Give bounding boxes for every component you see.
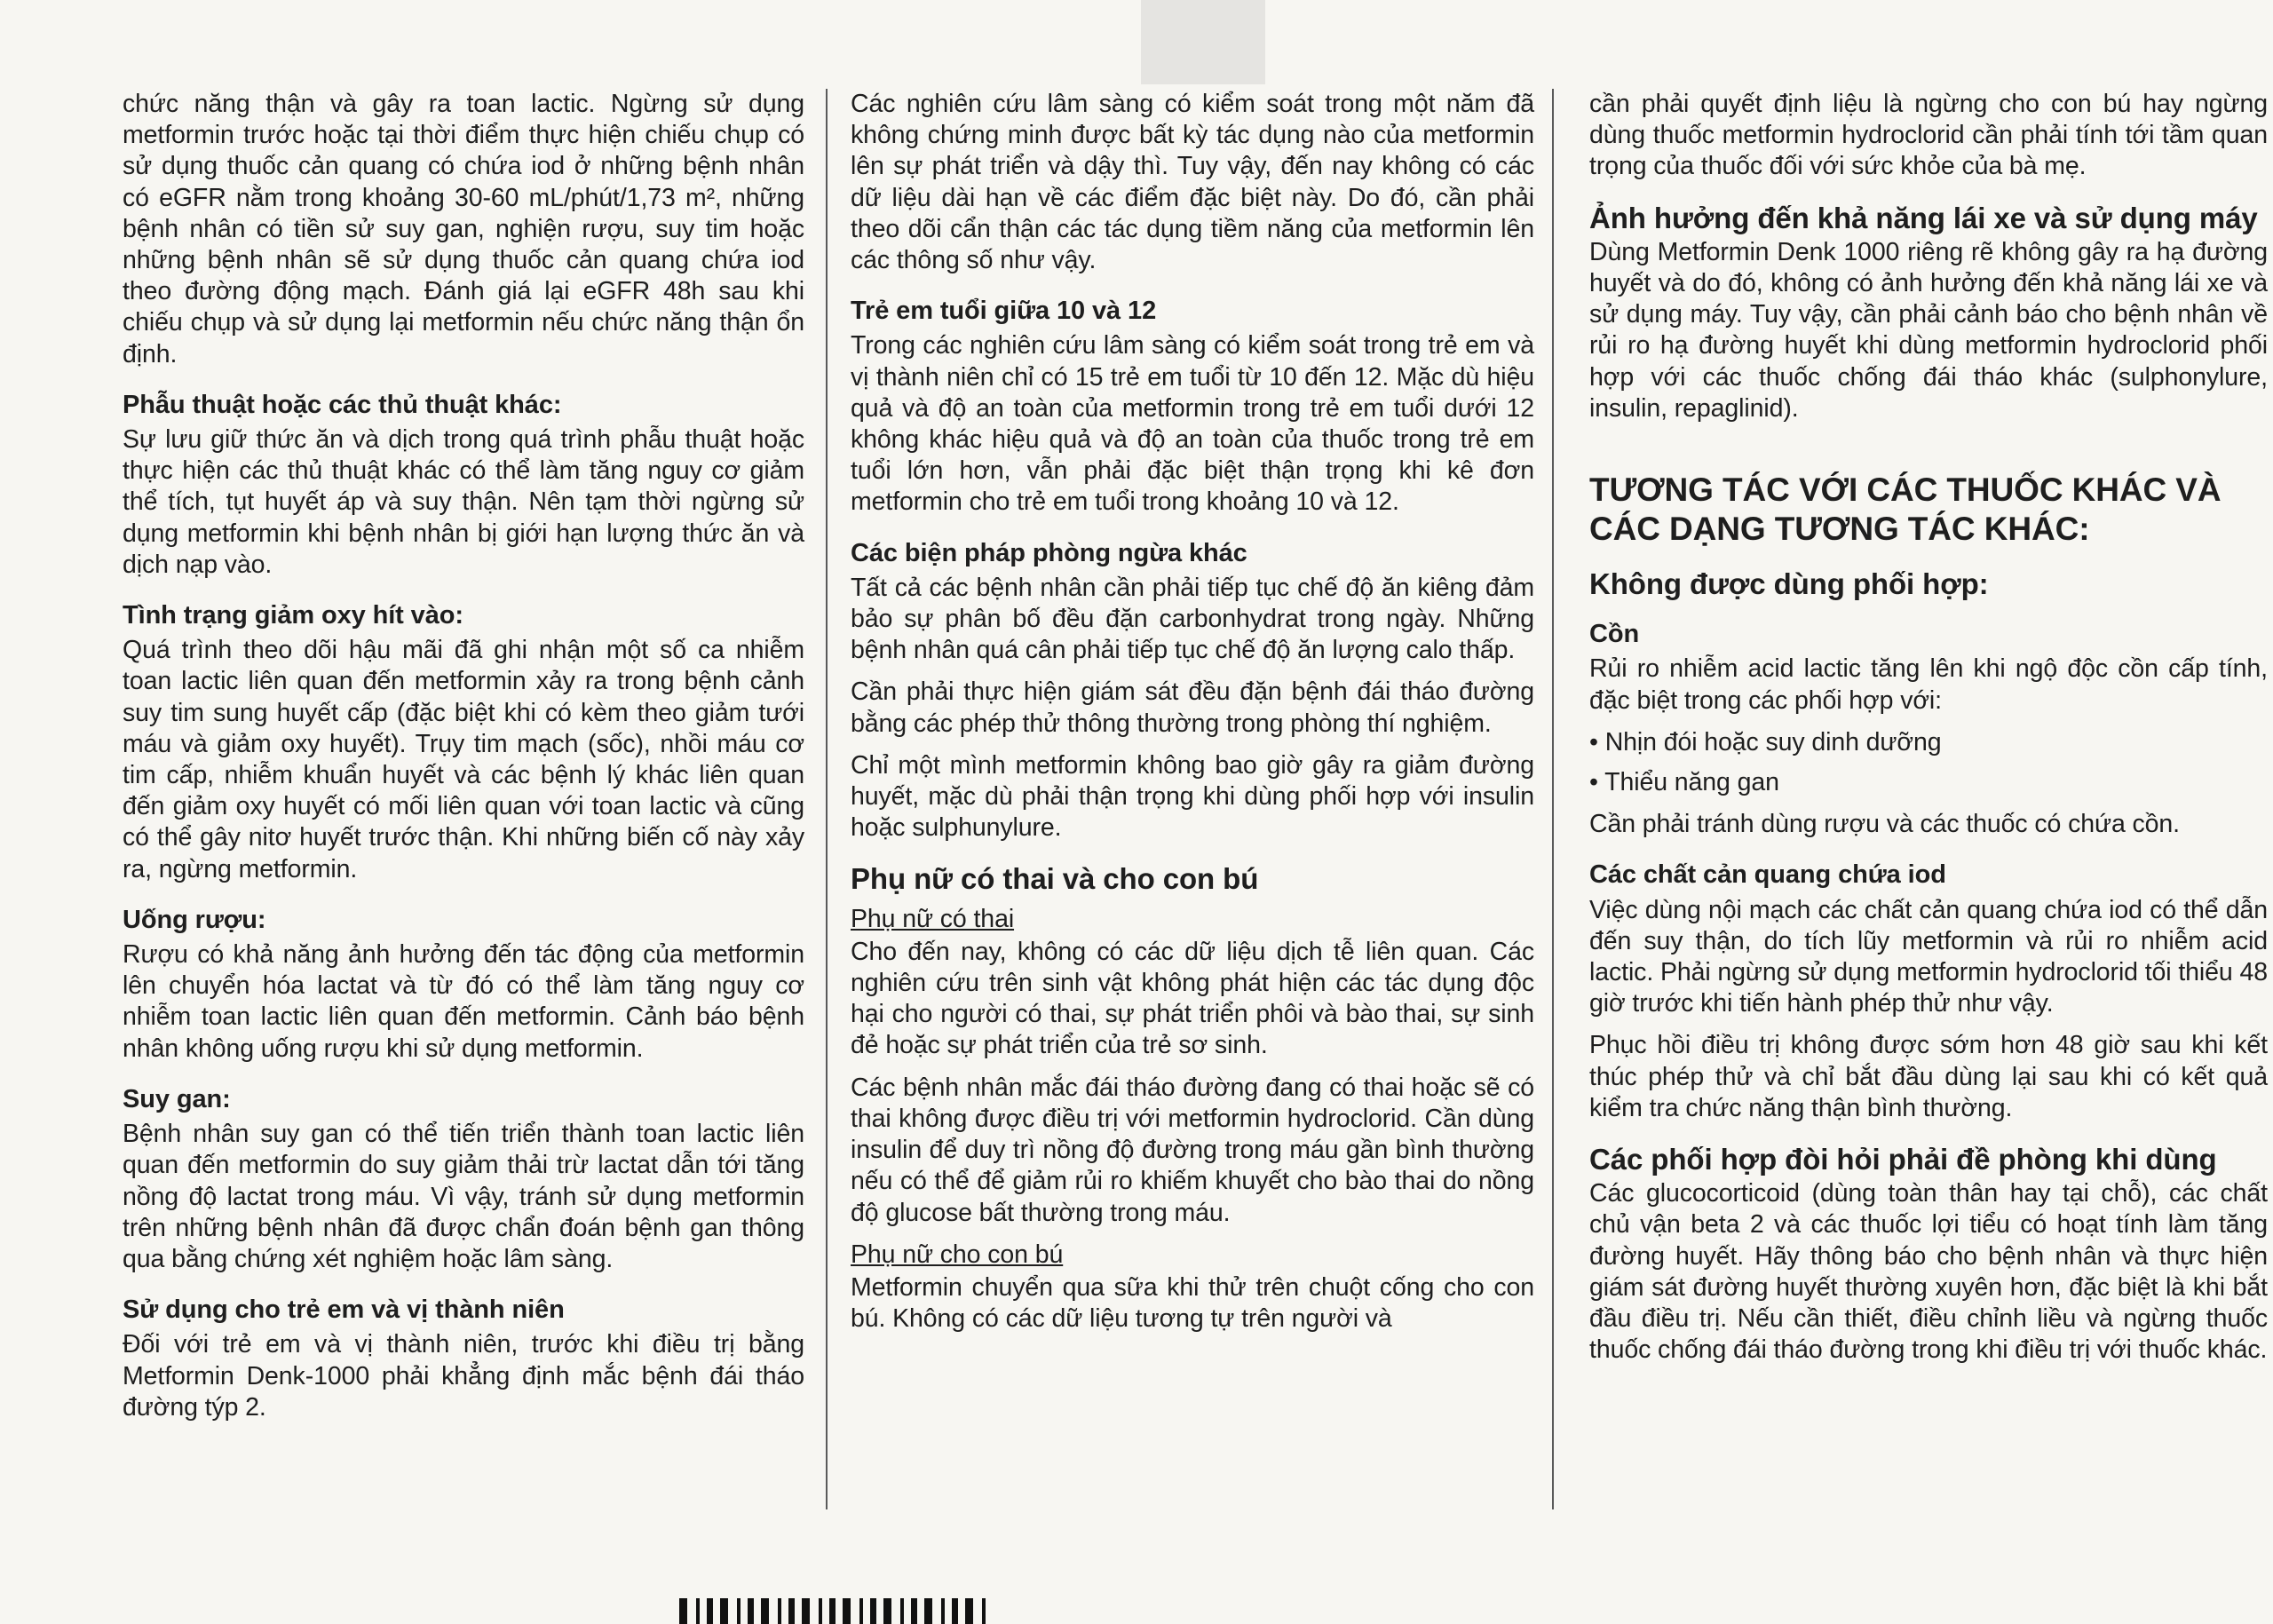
- heading-children: Sử dụng cho trẻ em và vị thành niên: [123, 1295, 565, 1325]
- column-right: [1589, 89, 2268, 1562]
- paragraph-children: Đối với trẻ em và vị thành niên, trước khi điều trị bằng Metformin Denk-1000 phải khẳng định mắc bệnh đái tháo đường týp 2.: [123, 1330, 804, 1422]
- list-item: • Nhịn đói hoặc suy dinh dưỡng: [1589, 727, 1942, 757]
- paragraph-hypoglycemia: Chỉ một mình metformin không bao giờ gây ra giảm đường huyết, mặc dù phải thận trọng khi dùng phối hợp với insulin hoặc sulphunylure.: [851, 750, 1534, 843]
- paragraph-contrast-intro: chức năng thận và gây ra toan lactic. Ngừng sử dụng metformin trước hoặc tại thời điểm thực hiện chiếu chụp có sử dụng thuốc cản quang có chứa iod ở những bệnh nhân có eGFR nằm trong khoảng 30-60 mL/phút/1,73 m², những bệnh nhân có tiền sử suy gan, nghiện rượu, suy tim hoặc những bệnh nhân sẽ sử dụng thuốc cản quang chứa iod theo đường động mạch. Đánh giá lại eGFR 48h sau khi chiếu chụp và sử dụng lại metformin nếu chức năng thận ổn định.: [123, 90, 804, 368]
- subheading-lactation: Phụ nữ cho con bú: [851, 1240, 1064, 1269]
- paragraph-diet: Tất cả các bệnh nhân cần phải tiếp tục chế độ ăn kiêng đảm bảo sự phân bố đều đặn carbonhydrat trong ngày. Những bệnh nhân quá cân phải tiếp tục chế độ ăn lượng calo thấp.: [851, 573, 1534, 665]
- list-item: • Thiểu năng gan: [1589, 768, 1779, 797]
- paragraph-growth-studies: Các nghiên cứu lâm sàng có kiểm soát trong một năm đã không chứng minh được bất kỳ tác dụng nào của metformin lên sự phát triển và dậy thì. Tuy vậy, đến nay không có các dữ liệu dài hạn về các điểm đặc biệt này. Do đó, cần phải theo dõi cẩn thận các tác dụng tiềm năng của metformin lên các thông số như vậy.: [851, 90, 1534, 275]
- paragraph-monitoring: Cần phải thực hiện giám sát đều đặn bệnh đái tháo đường bằng các phép thử thông thường trong phòng thí nghiệm.: [851, 677, 1534, 738]
- paragraph-age-10-12: Trong các nghiên cứu lâm sàng có kiểm soát trong trẻ em và vị thành niên chỉ có 15 trẻ em tuổi từ 10 đến 12. Mặc dù hiệu quả và độ an toàn của metformin trong trẻ em tuổi dưới 12 không khác hiệu quả và độ an toàn của thuốc trong trẻ em tuổi lớn hơn, vẫn phải đặc biệt thận trọng khi kê đơn metformin cho trẻ em tuổi trong khoảng 10 và 12.: [851, 331, 1534, 517]
- heading-other-precautions: Các biện pháp phòng ngừa khác: [851, 538, 1247, 567]
- paragraph-caution-combinations: Các glucocorticoid (dùng toàn thân hay tại chỗ), các chất chủ vận beta 2 và các thuốc lợi tiểu có hoạt tính làm tăng đường huyết. Hãy thông báo cho bệnh nhân và thực hiện giám sát đường huyết thường xuyên hơn, đặc biệt là khi bắt đầu điều trị. Nếu cần thiết, điều chỉnh liều và ngừng thuốc thuốc chống đái tháo đường trong khi điều trị với thuốc khác.: [1589, 1179, 2268, 1365]
- paragraph-contrast-resume: Phục hồi điều trị không được sớm hơn 48 giờ sau khi kết thúc phép thử và chỉ bắt đầu dùng lại sau khi có kết quả kiểm tra chức năng thận bình thường.: [1589, 1031, 2268, 1122]
- bullet-list: [1589, 727, 2268, 798]
- heading-surgery: Phẫu thuật hoặc các thủ thuật khác:: [123, 390, 562, 419]
- column-divider: [826, 89, 828, 1509]
- column-divider: [1552, 89, 1554, 1509]
- heading-ethanol: Cồn: [1589, 620, 1640, 649]
- paragraph-hypoxia: Quá trình theo dõi hậu mãi đã ghi nhận một số ca nhiễm toan lactic liên quan đến metformin xảy ra trong bệnh cảnh suy tim sung huyết cấp (đặc biệt khi có kèm theo giảm tưới máu và giảm oxy huyết). Trụy tim mạch (sốc), nhồi máu cơ tim cấp, nhiễm khuẩn huyết và các bệnh lý khác liên quan đến giảm oxy huyết có mối liên quan với toan lactic và cũng có thể gây nitơ huyết trước thận. Khi những biến cố này xảy ra, ngừng metformin.: [123, 636, 804, 883]
- column-left: [123, 89, 804, 1562]
- paragraph-ethanol: Rủi ro nhiễm acid lactic tăng lên khi ngộ độc cồn cấp tính, đặc biệt trong các phối hợp với:: [1589, 654, 2268, 715]
- barcode: [679, 1598, 986, 1624]
- heading-not-combined: Không được dùng phối hợp:: [1589, 567, 1989, 601]
- column-middle: [851, 89, 1534, 1562]
- heading-alcohol: Uống rượu:: [123, 905, 266, 934]
- heading-pregnancy-lactation: Phụ nữ có thai và cho con bú: [851, 862, 1259, 896]
- heading-driving: Ảnh hưởng đến khả năng lái xe và sử dụng máy: [1589, 201, 2258, 234]
- paragraph-pregnancy-insulin: Các bệnh nhân mắc đái tháo đường đang có thai hoặc sẽ có thai không được điều trị với metformin hydroclorid. Cần dùng insulin để duy trì nồng độ đường trong máu gần bình thường nếu có thể để giảm rủi ro khiếm khuyết cho bào thai do nồng độ glucose bất thường trong máu.: [851, 1073, 1534, 1227]
- heading-hypoxia: Tình trạng giảm oxy hít vào:: [123, 601, 463, 630]
- subheading-pregnancy: Phụ nữ có thai: [851, 904, 1015, 933]
- section-title-interactions: TƯƠNG TÁC VỚI CÁC THUỐC KHÁC VÀ CÁC DẠNG TƯƠNG TÁC KHÁC:: [1589, 471, 2222, 548]
- heading-liver: Suy gan:: [123, 1084, 231, 1113]
- paragraph-lactation-decision: cần phải quyết định liệu là ngừng cho con bú hay ngừng dùng thuốc metformin hydroclorid cần phải tính tới tầm quan trọng của thuốc đối với sức khỏe của bà mẹ.: [1589, 90, 2268, 181]
- scan-artifact: [1141, 0, 1265, 84]
- paragraph-pregnancy-data: Cho đến nay, không có các dữ liệu dịch tễ liên quan. Các nghiên cứu trên sinh vật không phát hiện các tác dụng độc hại cho người có thai, sự phát triển phôi và bào thai, sự sinh đẻ hoặc sự phát triển của trẻ sơ sinh.: [851, 937, 1534, 1060]
- heading-contrast-media: Các chất cản quang chứa iod: [1589, 860, 1946, 890]
- paragraph-driving: Dùng Metformin Denk 1000 riêng rẽ không gây ra hạ đường huyết và do đó, không có ảnh hưởng đến khả năng lái xe và sử dụng máy. Tuy vậy, cần phải cảnh báo cho bệnh nhân về rủi ro hạ đường huyết khi dùng metformin hydroclorid phối hợp với các thuốc chống đái tháo khác (sulphonylure, insulin, repaglinid).: [1589, 237, 2268, 423]
- paragraph-avoid-alcohol: Cần phải tránh dùng rượu và các thuốc có chứa cồn.: [1589, 810, 2180, 839]
- paragraph-alcohol: Rượu có khả năng ảnh hưởng đến tác động của metformin lên chuyển hóa lactat và từ đó có thể làm tăng nguy cơ nhiễm toan lactic liên quan đến metformin. Cảnh báo bệnh nhân không uống rượu khi sử dụng metformin.: [123, 940, 804, 1063]
- paragraph-liver: Bệnh nhân suy gan có thể tiến triển thành toan lactic liên quan đến metformin do suy giảm thải trừ lactat dẫn tới tăng nồng độ lactat trong máu. Vì vậy, tránh sử dụng metformin trên những bệnh nhân đã được chẩn đoán bệnh gan thông qua bằng chứng xét nghiệm hoặc lâm sàng.: [123, 1120, 804, 1273]
- paragraph-lactation: Metformin chuyển qua sữa khi thử trên chuột cống cho con bú. Không có các dữ liệu tương tự trên người và: [851, 1272, 1534, 1334]
- paragraph-contrast-stop: Việc dùng nội mạch các chất cản quang chứa iod có thể dẫn đến suy thận, do tích lũy metformin và rủi ro nhiễm acid lactic. Phải ngừng sử dụng metformin hydroclorid tối thiểu 48 giờ trước khi tiến hành phép thử như vậy.: [1589, 895, 2268, 1018]
- heading-caution-combinations: Các phối hợp đòi hỏi phải đề phòng khi dùng: [1589, 1143, 2217, 1176]
- paragraph-surgery: Sự lưu giữ thức ăn và dịch trong quá trình phẫu thuật hoặc thực hiện các thủ thuật khác có thể làm tăng nguy cơ giảm thể tích, tụt huyết áp và suy thận. Nên tạm thời ngừng sử dụng metformin khi bệnh nhân bị giới hạn lượng thức ăn và dịch nạp vào.: [123, 425, 804, 579]
- heading-age-10-12: Trẻ em tuổi giữa 10 và 12: [851, 297, 1157, 326]
